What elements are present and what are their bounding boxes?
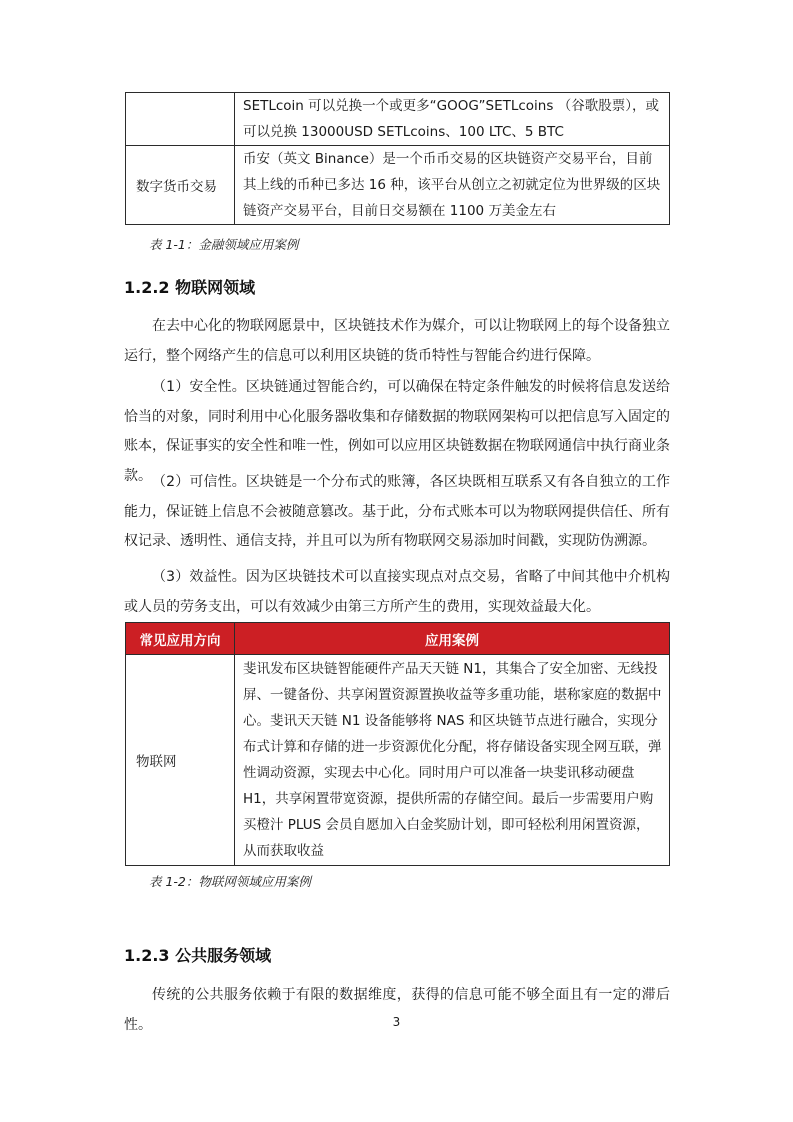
table-cell-text: 币安（英文 Binance）是一个币币交易的区块链资产交易平台，目前其上线的币种已多达 16 种，该平台从创立之初就定位为世界级的区块链资产交易平台，目前日交易额在 1100 万美金左右 xyxy=(235,146,670,225)
table-row xyxy=(126,655,670,866)
table-cell-category: 数字货币交易 xyxy=(126,146,235,225)
paragraph: （1）安全性。区块链通过智能合约，可以确保在特定条件触发的时候将信息发送给恰当的对象，同时利用中心化服务器收集和存储数据的物联网架构可以把信息写入固定的账本，保证事实的安全性和唯一性，例如可以应用区块链数据在物联网通信中执行商业条款。 xyxy=(124,379,670,484)
paragraph: （3）效益性。因为区块链技术可以直接实现点对点交易，省略了中间其他中介机构或人员的劳务支出，可以有效减少由第三方所产生的费用，实现效益最大化。 xyxy=(124,569,670,615)
page-number: 3 xyxy=(392,1015,401,1029)
paragraph: 传统的公共服务依赖于有限的数据维度，获得的信息可能不够全面且有一定的滞后性。 xyxy=(124,987,670,1033)
table-caption: 表 1-2：物联网领域应用案例 xyxy=(149,874,311,889)
table-header-cases: 应用案例 xyxy=(235,623,670,655)
table-header-direction: 常见应用方向 xyxy=(126,623,235,655)
table-row xyxy=(126,93,670,146)
section-heading: 1.2.3 公共服务领域 xyxy=(124,946,272,965)
table-header-row xyxy=(126,623,670,655)
paragraph: 在去中心化的物联网愿景中，区块链技术作为媒介，可以让物联网上的每个设备独立运行，整个网络产生的信息可以利用区块链的货币特性与智能合约进行保障。 xyxy=(124,318,670,364)
table-cell-category: 物联网 xyxy=(126,655,235,866)
table-cell-text: 斐讯发布区块链智能硬件产品天天链 N1，其集合了安全加密、无线投屏、一键备份、共享闲置资源置换收益等多重功能，堪称家庭的数据中心。斐讯天天链 N1 设备能够将 NAS 和区块链节点进行融合，实现分布式计算和存储的进一步资源优化分配，将存储设备实现全网互联，弹性调动资源，实现去中心化。同时用户可以准备一块斐讯移动硬盘 H1，共享闲置带宽资源，提供所需的存储空间。最后一步需要用户购买橙汁 PLUS 会员自愿加入白金奖励计划，即可轻松利用闲置资源，从而获取收益 xyxy=(235,655,670,866)
section-heading: 1.2.2 物联网领域 xyxy=(124,278,256,297)
iot-cases-table xyxy=(125,622,670,866)
table-cell-category xyxy=(126,93,235,146)
table-caption: 表 1-1：金融领域应用案例 xyxy=(149,237,299,252)
table-cell-text: SETLcoin 可以兑换一个或更多“GOOG”SETLcoins （谷歌股票），或可以兑换 13000USD SETLcoins、100 LTC、5 BTC xyxy=(235,93,670,146)
finance-cases-table xyxy=(125,92,670,225)
paragraph: （2）可信性。区块链是一个分布式的账簿，各区块既相互联系又有各自独立的工作能力，保证链上信息不会被随意篡改。基于此，分布式账本可以为物联网提供信任、所有权记录、透明性、通信支持，并且可以为所有物联网交易添加时间戳，实现防伪溯源。 xyxy=(124,474,670,549)
table-row xyxy=(126,146,670,225)
